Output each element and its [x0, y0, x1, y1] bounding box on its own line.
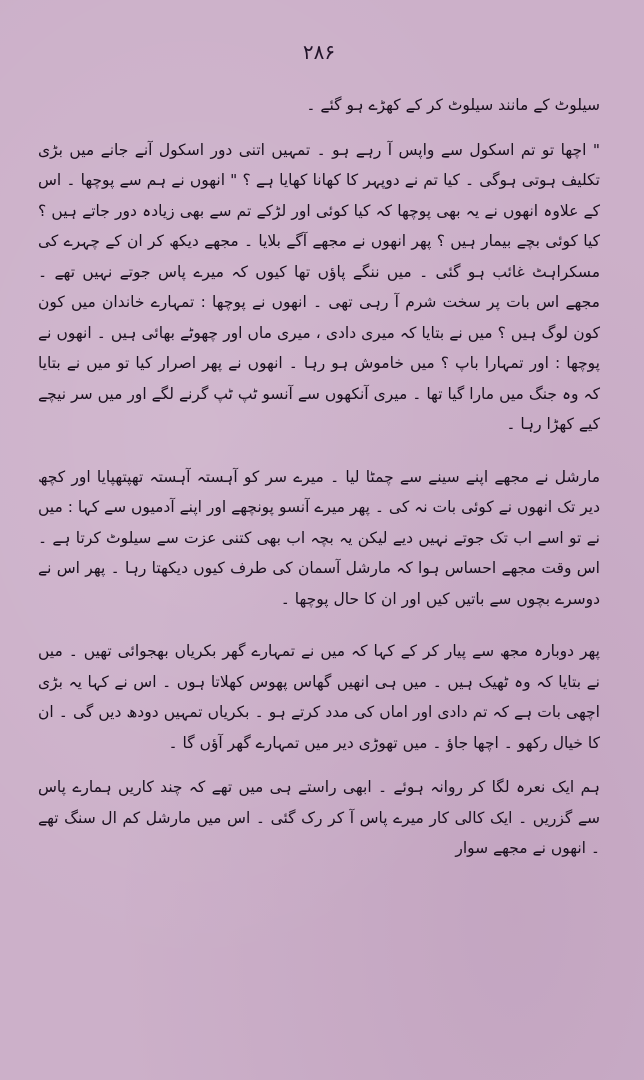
paragraph: مارشل نے مجھے اپنے سینے سے چمٹا لیا ۔ میرے سر کو آہستہ آہستہ تھپتھپایا اور کچھ دیر تک انھوں نے کوئی بات نہ کی ۔ پھر میرے آنسو پونچھے اور اپنے آدمیوں سے کہا : میں نے تو اسے اب تک جوتے نہیں دیے لیکن یہ بچہ اب بھی کتنی عزت سے سیلوٹ کرتا ہے ۔ اس وقت مجھے احساس ہوا کہ مارشل آسمان کی طرف کیوں دیکھتا رہا ۔ پھر اس نے دوسرے بچوں سے باتیں کیں اور ان کا حال پوچھا ۔: [38, 467, 600, 608]
paragraph: سیلوٹ کے مانند سیلوٹ کر کے کھڑے ہو گئے ۔: [306, 96, 600, 114]
paragraph: پھر دوبارہ مجھ سے پیار کر کے کہا کہ میں نے تمہارے گھر بکریاں بھجوائی تھیں ۔ میں نے بتایا کہ وہ ٹھیک ہیں ۔ میں ہی انھیں گھاس پھوس کھلاتا ہوں ۔ اس نے کہا یہ بڑی اچھی بات ہے کہ تم دادی اور اماں کی مدد کرتے ہو ۔ بکریاں تمہیں دودھ دیں گی ۔ ان کا خیال رکھو ۔ اچھا جاؤ ۔ میں تھوڑی دیر میں تمہارے گھر آؤں گا ۔: [38, 642, 600, 752]
page-text: [38, 90, 600, 864]
paragraph: ہم ایک نعرہ لگا کر روانہ ہوئے ۔ ابھی راستے ہی میں تھے کہ چند کاریں ہمارے پاس سے گزریں ۔ ایک کالی کار میرے پاس آ کر رک گئی ۔ اس میں مارشل کم ال سنگ تھے ۔ انھوں نے مجھے سوار: [38, 778, 600, 857]
paragraph: " اچھا تو تم اسکول سے واپس آ رہے ہو ۔ تمہیں اتنی دور اسکول آنے جانے میں بڑی تکلیف ہوتی ہوگی ۔ کیا تم نے دوپہر کا کھانا کھایا ہے ؟ " انھوں نے ہم سے پوچھا ۔ اس کے علاوہ انھوں نے یہ بھی پوچھا کہ کیا کوئی اور لڑکے تم سے بھی زیادہ دور جاتے ہیں ؟ کیا کوئی بچے بیمار ہیں ؟ پھر انھوں نے مجھے آگے بلایا ۔ مجھے دیکھ کر ان کے چہرے کی مسکراہٹ غائب ہو گئی ۔ میں ننگے پاؤں تھا کیوں کہ میرے پاس جوتے نہیں تھے ۔ مجھے اس بات پر سخت شرم آ رہی تھی ۔ انھوں نے پوچھا : تمہارے خاندان میں کون کون لوگ ہیں ؟ میں نے بتایا کہ میری دادی ، میری ماں اور چھوٹے بھائی ہیں ۔ انھوں نے پوچھا : اور تمہارا باپ ؟ میں خاموش ہو رہا ۔ انھوں نے پھر اصرار کیا تو میں نے بتایا کہ وہ جنگ میں مارا گیا تھا ۔ میری آنکھوں سے آنسو ٹپ ٹپ گرنے لگے اور میں سر نیچے کیے کھڑا رہا ۔: [38, 140, 600, 433]
page-number: ۲۸۶: [302, 40, 336, 64]
